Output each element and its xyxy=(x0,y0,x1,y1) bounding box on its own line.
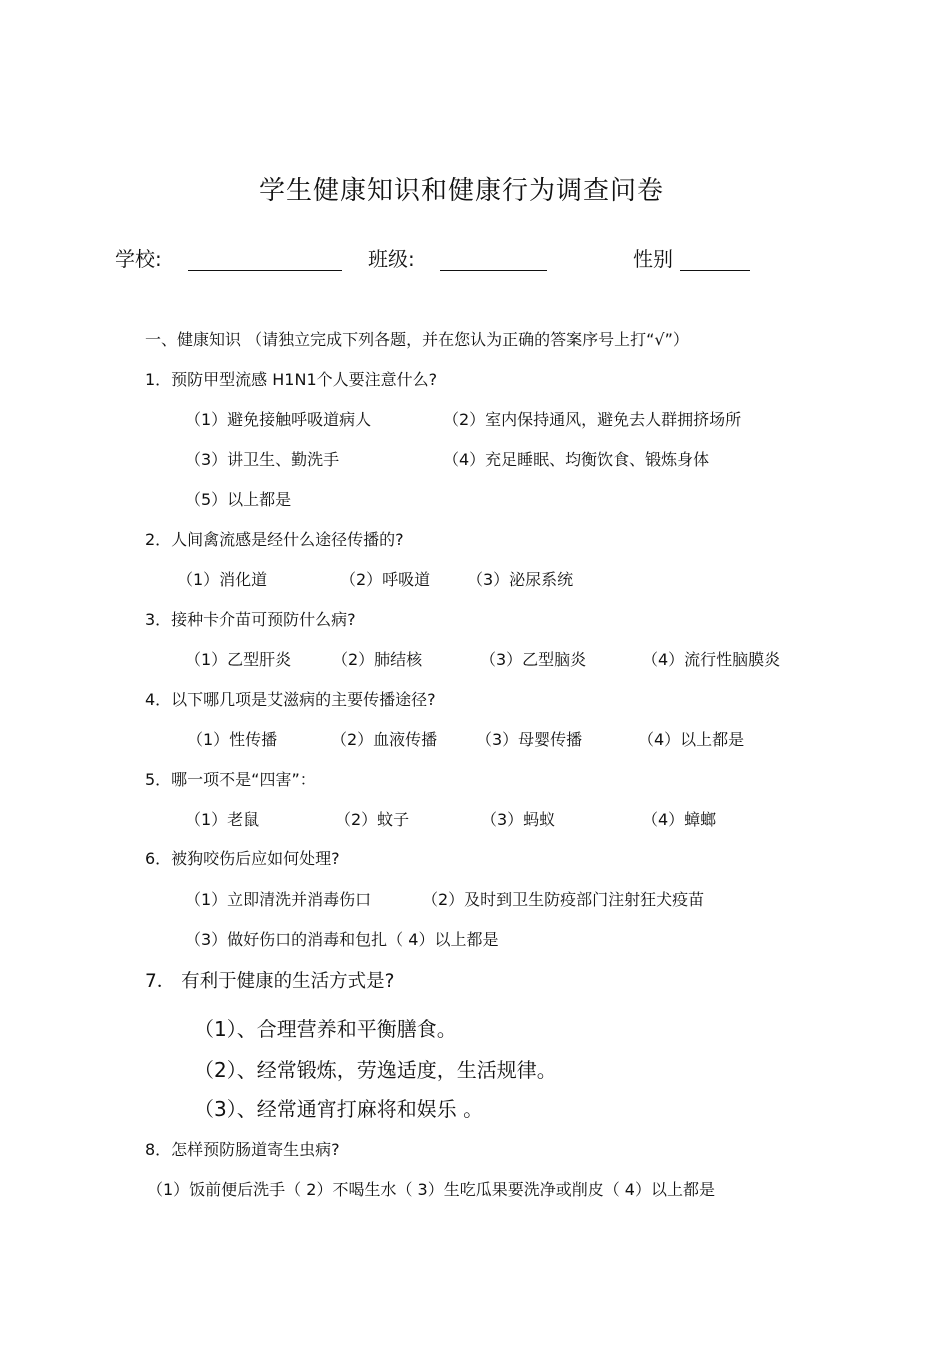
q3-option-4[interactable]: （4）流行性脑膜炎 xyxy=(642,650,781,669)
question-3: 3．接种卡介苗可预防什么病? xyxy=(145,610,356,629)
q6-option-2[interactable]: （2）及时到卫生防疫部门注射狂犬疫苗 xyxy=(422,890,705,909)
class-label: 班级: xyxy=(368,247,415,271)
q2-option-3[interactable]: （3）泌尿系统 xyxy=(467,570,574,589)
gender-blank[interactable] xyxy=(680,270,750,271)
q7-option-2[interactable]: （2）、经常锻炼，劳逸适度，生活规律。 xyxy=(194,1058,557,1082)
q6-option-1[interactable]: （1）立即清洗并消毒伤口 xyxy=(185,890,372,909)
section-heading: 一、健康知识 （请独立完成下列各题，并在您认为正确的答案序号上打“√”） xyxy=(145,330,689,349)
gender-label: 性别 xyxy=(633,247,673,271)
question-1: 1．预防甲型流感 H1N1个人要注意什么? xyxy=(145,370,438,389)
q5-option-3[interactable]: （3）蚂蚁 xyxy=(481,810,556,829)
q1-option-2[interactable]: （2）室内保持通风，避免去人群拥挤场所 xyxy=(443,410,742,429)
q5-option-4[interactable]: （4）蟑螂 xyxy=(642,810,717,829)
school-label: 学校: xyxy=(115,247,162,271)
q1-option-1[interactable]: （1）避免接触呼吸道病人 xyxy=(185,410,372,429)
q1-option-3[interactable]: （3）讲卫生、勤洗手 xyxy=(185,450,340,469)
q7-option-1[interactable]: （1）、合理营养和平衡膳食。 xyxy=(194,1017,457,1041)
q4-option-4[interactable]: （4）以上都是 xyxy=(638,730,745,749)
q3-option-1[interactable]: （1）乙型肝炎 xyxy=(185,650,292,669)
q1-option-4[interactable]: （4）充足睡眠、均衡饮食、锻炼身体 xyxy=(443,450,710,469)
q1-option-5[interactable]: （5）以上都是 xyxy=(185,490,292,509)
question-7: 7． 有利于健康的生活方式是? xyxy=(145,971,395,992)
school-blank[interactable] xyxy=(188,270,342,271)
q5-option-2[interactable]: （2）蚊子 xyxy=(335,810,410,829)
question-8: 8．怎样预防肠道寄生虫病? xyxy=(145,1140,340,1159)
q4-option-3[interactable]: （3）母婴传播 xyxy=(476,730,583,749)
question-5: 5．哪一项不是“四害”： xyxy=(145,770,316,789)
question-4: 4．以下哪几项是艾滋病的主要传播途径? xyxy=(145,690,436,709)
q7-option-3[interactable]: （3）、经常通宵打麻将和娱乐 。 xyxy=(194,1097,484,1121)
q5-option-1[interactable]: （1）老鼠 xyxy=(185,810,260,829)
class-blank[interactable] xyxy=(440,270,547,271)
q2-option-2[interactable]: （2）呼吸道 xyxy=(340,570,431,589)
q6-option-3[interactable]: （3）做好伤口的消毒和包扎（ 4）以上都是 xyxy=(185,930,499,949)
q4-option-2[interactable]: （2）血液传播 xyxy=(331,730,438,749)
q8-options[interactable]: （1）饭前便后洗手（ 2）不喝生水（ 3）生吃瓜果要洗净或削皮（ 4）以上都是 xyxy=(147,1180,715,1199)
q4-option-1[interactable]: （1）性传播 xyxy=(187,730,278,749)
page-title: 学生健康知识和健康行为调查问卷 xyxy=(259,176,665,206)
q3-option-3[interactable]: （3）乙型脑炎 xyxy=(480,650,587,669)
q2-option-1[interactable]: （1）消化道 xyxy=(177,570,268,589)
question-2: 2．人间禽流感是经什么途径传播的? xyxy=(145,530,404,549)
question-6: 6．被狗咬伤后应如何处理? xyxy=(145,849,340,868)
q3-option-2[interactable]: （2）肺结核 xyxy=(332,650,423,669)
